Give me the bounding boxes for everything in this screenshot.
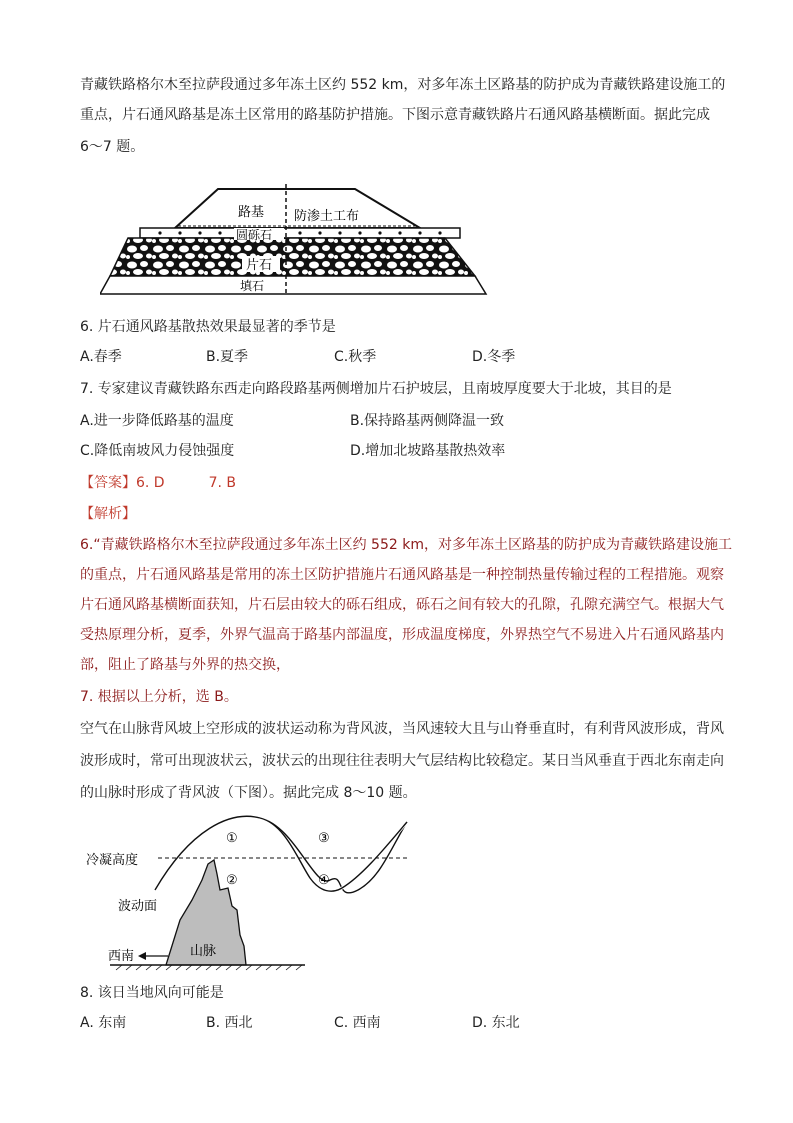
- label-area-2: ②: [226, 873, 238, 888]
- intro2-line1: 空气在山脉背风坡上空形成的波状运动称为背风波，当风速较大且与山脊垂直时，有利背风波形成，背风: [80, 721, 724, 737]
- answer-7: 7. B: [208, 475, 237, 491]
- rock-layer: [110, 238, 475, 276]
- label-geotextile: 防渗土工布: [294, 209, 360, 224]
- analysis-6-line5: 部，阻止了路基与外界的热交换，: [80, 657, 290, 673]
- answer-line: [80, 472, 236, 492]
- label-southwest: 西南: [108, 949, 135, 964]
- analysis-6-line1: 6.“青藏铁路格尔木至拉萨段通过多年冻土区约 552 km，对多年冻土区路基的防护成为青藏铁路建设施工: [80, 537, 732, 553]
- q6-option-c: C.秋季: [334, 349, 377, 365]
- q6-stem: 6. 片石通风路基散热效果最显著的季节是: [80, 319, 336, 335]
- label-roadbed: 路基: [238, 205, 265, 220]
- label-fill: 填石: [240, 279, 265, 293]
- intro2-line3: 的山脉时形成了背风波（下图）。据此完成 8～10 题。: [80, 785, 417, 801]
- label-mountain: 山脉: [190, 944, 217, 959]
- analysis-6-line3: 片石通风路基横断面获知，片石层由较大的砾石组成，砾石之间有较大的孔隙，孔隙充满空气。根据大气: [80, 597, 724, 613]
- q7-option-a: A.进一步降低路基的温度: [80, 413, 234, 429]
- intro1-line2: 重点，片石通风路基是冻土区常用的路基防护措施。下图示意青藏铁路片石通风路基横断面。据此完成: [80, 107, 710, 123]
- intro1-line1: 青藏铁路格尔木至拉萨段通过多年冻土区约 552 km，对多年冻土区路基的防护成为青藏铁路建设施工的: [80, 77, 726, 93]
- answer-label: 【答案】: [80, 475, 136, 491]
- intro1-line3: 6～7 题。: [80, 139, 145, 155]
- q7-stem: 7. 专家建议青藏铁路东西走向路段路基两侧增加片石护坡层，且南坡厚度要大于北坡，其目的是: [80, 381, 672, 397]
- label-area-3: ③: [318, 831, 330, 846]
- label-condense-height: 冷凝高度: [86, 853, 139, 868]
- q8-option-a: A. 东南: [80, 1015, 127, 1031]
- intro2-line2: 波形成时，常可出现波状云，波状云的出现往往表明大气层结构比较稳定。某日当风垂直于西北东南走向: [80, 753, 724, 769]
- roadbed-cross-section-diagram: [100, 180, 500, 300]
- analysis-label: 【解析】: [80, 506, 136, 522]
- analysis-7: 7. 根据以上分析，选 B。: [80, 689, 238, 705]
- q8-option-b: B. 西北: [206, 1015, 253, 1031]
- lee-wave-diagram: [80, 810, 420, 975]
- q8-stem: 8. 该日当地风向可能是: [80, 985, 224, 1001]
- answer-6: 6. D: [136, 475, 165, 491]
- wave-surface-curve: [155, 816, 407, 893]
- q7-option-c: C.降低南坡风力侵蚀强度: [80, 443, 235, 459]
- label-area-4: ④: [318, 873, 330, 888]
- label-area-1: ①: [226, 831, 238, 846]
- q7-option-d: D.增加北坡路基散热效率: [350, 443, 506, 459]
- fill-layer: [100, 276, 486, 294]
- analysis-6-line2: 的重点，片石通风路基是常用的冻土区防护措施片石通风路基是一种控制热量传输过程的工程措施。观察: [80, 567, 724, 583]
- label-rock: 片石: [246, 258, 273, 273]
- label-wave-surface: 波动面: [118, 899, 158, 914]
- q6-option-d: D.冬季: [472, 349, 516, 365]
- analysis-6-line4: 受热原理分析，夏季，外界气温高于路基内部温度，形成温度梯度，外界热空气不易进入片石通风路基内: [80, 627, 724, 643]
- q8-option-d: D. 东北: [472, 1015, 520, 1031]
- q7-option-b: B.保持路基两侧降温一致: [350, 413, 505, 429]
- q6-option-b: B.夏季: [206, 349, 249, 365]
- q6-option-a: A.春季: [80, 349, 122, 365]
- label-gravel: 圆砾石: [236, 228, 273, 242]
- q8-option-c: C. 西南: [334, 1015, 381, 1031]
